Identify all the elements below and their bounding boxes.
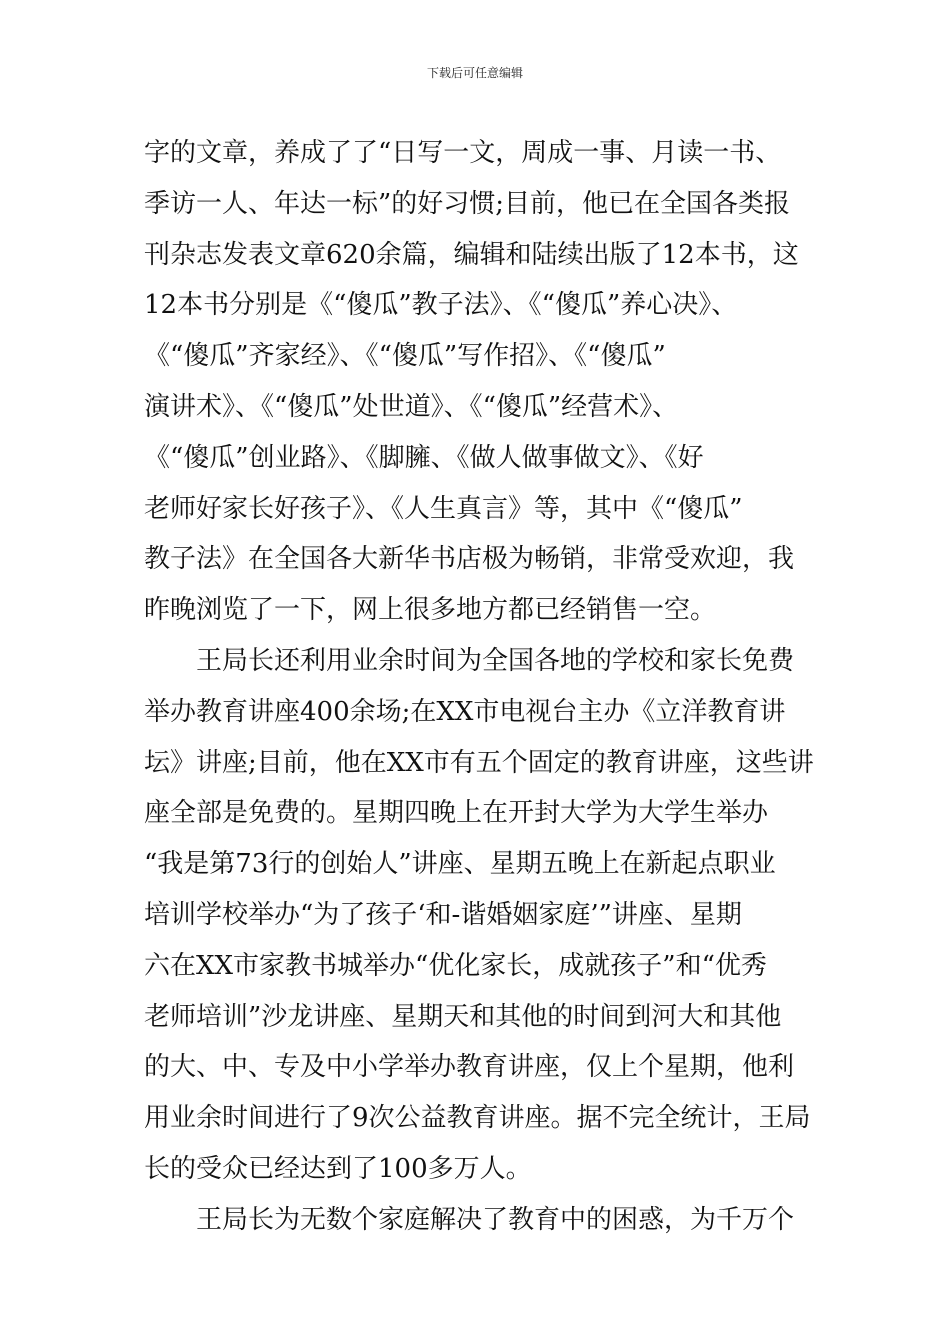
text-line: 12本书分别是《“傻瓜”教子法》、《“傻瓜”养心决》、 <box>144 290 738 321</box>
text-line: 《“傻瓜”齐家经》、《“傻瓜”写作招》、《“傻瓜” <box>144 341 666 372</box>
page-header: 下载后可任意编辑 <box>426 66 523 80</box>
text-line: 培训学校举办“为了孩子‘和-谐婚姻家庭’”讲座、星期 <box>144 899 742 930</box>
text-line: 刊杂志发表文章620余篇，编辑和陆续出版了12本书，这 <box>144 239 799 270</box>
text-line: 季访一人、年达一标”的好习惯;目前，他已在全国各类报 <box>144 188 791 219</box>
text-line: 座全部是免费的。星期四晚上在开封大学为大学生举办 <box>144 798 769 829</box>
text-line: 的大、中、专及中小学举办教育讲座，仅上个星期，他利 <box>144 1052 795 1083</box>
paragraph-first-line: 王局长还利用业余时间为全国各地的学校和家长免费 <box>196 645 795 676</box>
text-line: 老师好家长好孩子》、《人生真言》等，其中《“傻瓜” <box>144 493 743 524</box>
paragraph-first-line: 王局长为无数个家庭解决了教育中的困惑，为千万个 <box>196 1204 795 1235</box>
text-line: 《“傻瓜”创业路》、《脚臃、《做人做事做文》、《好 <box>144 442 704 473</box>
text-line: 昨晚浏览了一下，网上很多地方都已经销售一空。 <box>144 595 717 626</box>
text-line: 六在XX市家教书城举办“优化家长，成就孩子”和“优秀 <box>144 950 767 981</box>
text-line: 用业余时间进行了9次公益教育讲座。据不完全统计，王局 <box>144 1103 811 1134</box>
text-line: 字的文章，养成了了“日写一文，周成一事、月读一书、 <box>144 138 782 168</box>
text-line: 举办教育讲座400余场;在XX市电视台主办《立洋教育讲 <box>144 696 786 727</box>
document-body <box>144 128 816 1246</box>
text-line: 长的受众已经达到了100多万人。 <box>144 1153 532 1184</box>
text-line: “我是第73行的创始人”讲座、星期五晚上在新起点职业 <box>144 849 776 880</box>
text-line: 演讲术》、《“傻瓜”处世道》、《“傻瓜”经营术》、 <box>144 391 679 422</box>
text-line: 坛》讲座;目前，他在XX市有五个固定的教育讲座，这些讲 <box>144 747 814 778</box>
text-line: 教子法》在全国各大新华书店极为畅销，非常受欢迎，我 <box>144 544 795 575</box>
text-line: 老师培训”沙龙讲座、星期天和其他的时间到河大和其他 <box>144 1001 782 1032</box>
